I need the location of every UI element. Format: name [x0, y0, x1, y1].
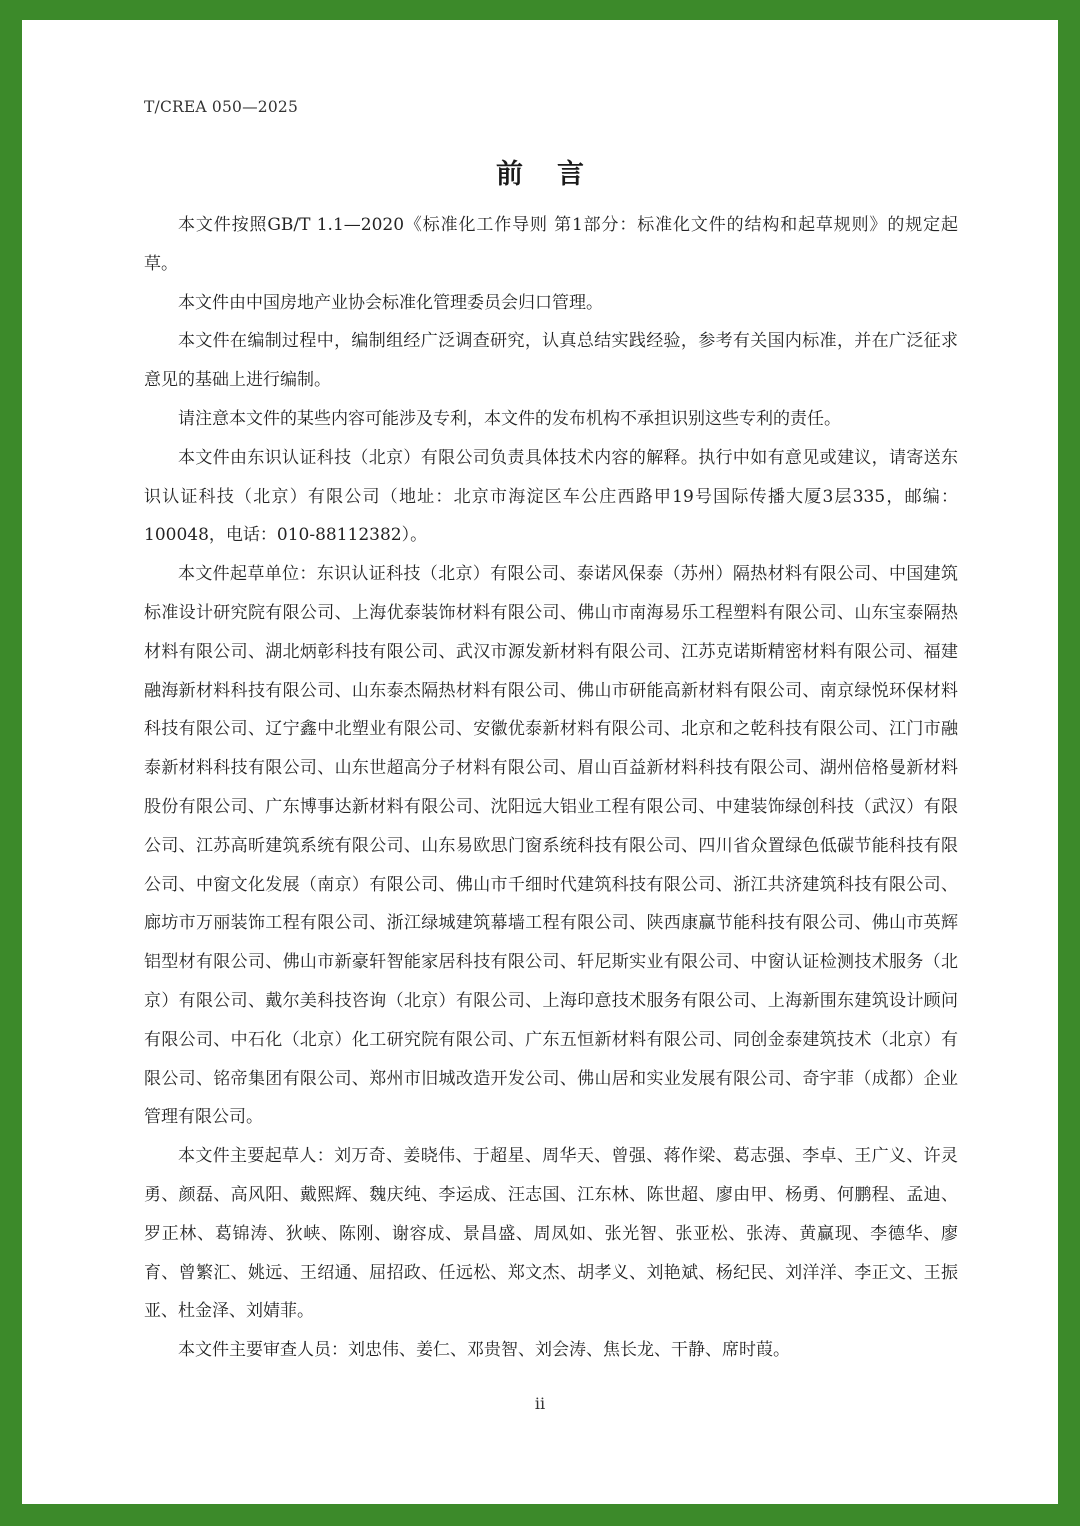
- paragraph-drafting-rules: 本文件按照GB/T 1.1—2020《标准化工作导则 第1部分：标准化文件的结构和起草规则》的规定起草。: [144, 215, 958, 274]
- paragraph-reviewers: 本文件主要审查人员：刘忠伟、姜仁、邓贵智、刘会涛、焦长龙、干静、席时葭。: [178, 1340, 790, 1361]
- foreword-body: [144, 206, 958, 1370]
- paragraph-patent-notice: 请注意本文件的某些内容可能涉及专利，本文件的发布机构不承担识别这些专利的责任。: [178, 408, 841, 429]
- document-code: T/CREA 050—2025: [144, 98, 299, 116]
- page-title: 前言: [496, 159, 618, 190]
- paragraph-drafting-units: 本文件起草单位：东识认证科技（北京）有限公司、泰诺风保泰（苏州）隔热材料有限公司、中国建筑标准设计研究院有限公司、上海优泰装饰材料有限公司、佛山市南海易乐工程塑料有限公司、山东宝泰隔热材料有限公司、湖北炳彰科技有限公司、武汉市源发新材料有限公司、江苏克诺斯精密材料有限公司、福建融海新材料科技有限公司、山东泰杰隔热材料有限公司、佛山市研能高新材料有限公司、南京绿悦环保材料科技有限公司、辽宁鑫中北塑业有限公司、安徽优泰新材料有限公司、北京和之乾科技有限公司、江门市融泰新材料科技有限公司、山东世超高分子材料有限公司、眉山百益新材料科技有限公司、湖州倍格曼新材料股份有限公司、广东博事达新材料有限公司、沈阳远大铝业工程有限公司、中建装饰绿创科技（武汉）有限公司、江苏高昕建筑系统有限公司、山东易欧思门窗系统科技有限公司、四川省众置绿色低碳节能科技有限公司、中窗文化发展（南京）有限公司、佛山市千细时代建筑科技有限公司、浙江共济建筑科技有限公司、廊坊市万丽装饰工程有限公司、浙江绿城建筑幕墙工程有限公司、陕西康赢节能科技有限公司、佛山市英辉铝型材有限公司、佛山市新豪轩智能家居科技有限公司、轩尼斯实业有限公司、中窗认证检测技术服务（北京）有限公司、戴尔美科技咨询（北京）有限公司、上海印意技术服务有限公司、上海新围东建筑设计顾问有限公司、中石化（北京）化工研究院有限公司、广东五恒新材料有限公司、同创金泰建筑技术（北京）有限公司、铭帝集团有限公司、郑州市旧城改造开发公司、佛山居和实业发展有限公司、奇宇菲（成都）企业管理有限公司。: [144, 564, 958, 1128]
- document-page: [22, 20, 1058, 1504]
- paragraph-interpretation: 本文件由东识认证科技（北京）有限公司负责具体技术内容的解释。执行中如有意见或建议，请寄送东识认证科技（北京）有限公司（地址：北京市海淀区车公庄西路甲19号国际传播大厦3层335，邮编：100048，电话：010-88112382）。: [144, 447, 958, 546]
- page-number: ii: [534, 1394, 546, 1413]
- paragraph-drafters: 本文件主要起草人：刘万奇、姜晓伟、于超星、周华天、曾强、蒋作梁、葛志强、李卓、王广义、许灵勇、颜磊、高风阳、戴熙辉、魏庆纯、李运成、汪志国、江东林、陈世超、廖由甲、杨勇、何鹏程、孟迪、罗正林、葛锦涛、狄峡、陈刚、谢容成、景昌盛、周凤如、张光智、张亚松、张涛、黄赢现、李德华、廖育、曾繁汇、姚远、王绍通、屈招政、任远松、郑文杰、胡孝义、刘艳斌、杨纪民、刘洋洋、李正文、王振亚、杜金泽、刘婧菲。: [144, 1146, 958, 1322]
- paragraph-compilation: 本文件在编制过程中，编制组经广泛调查研究，认真总结实践经验，参考有关国内标准，并在广泛征求意见的基础上进行编制。: [144, 331, 958, 391]
- paragraph-management: 本文件由中国房地产业协会标准化管理委员会归口管理。: [178, 292, 603, 313]
